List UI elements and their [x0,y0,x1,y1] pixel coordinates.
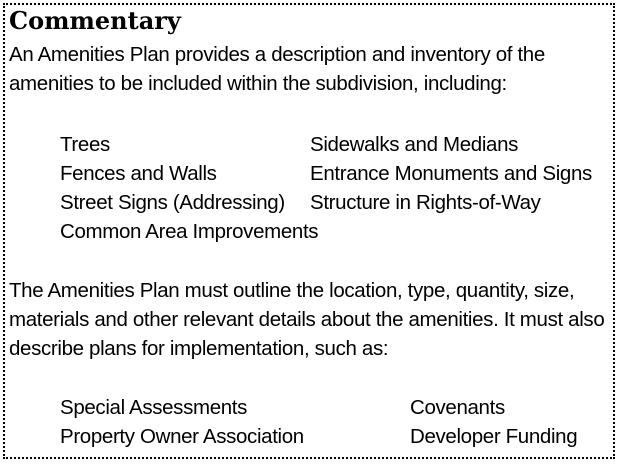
amenity-item: Fences and Walls [60,162,217,185]
implementation-item: Property Owner Association [60,425,304,448]
implementation-item: Special Assessments [60,396,248,419]
outline-paragraph: The Amenities Plan must outline the location, type, quantity, size, materials and other relevant details about the amenities. It must also describe plans for implementation, such as: [9,279,605,360]
amenity-item: Structure in Rights-of-Way [310,191,541,214]
amenity-item: Entrance Monuments and Signs [310,162,592,185]
amenity-item: Sidewalks and Medians [310,133,519,156]
amenity-item: Trees [60,133,110,156]
commentary-title: Commentary [9,6,181,35]
amenity-item: Street Signs (Addressing) [60,191,285,214]
implementation-item: Covenants [410,396,505,419]
implementation-item: Developer Funding [410,425,578,448]
amenity-item: Common Area Improvements [60,220,319,243]
intro-paragraph: An Amenities Plan provides a description and inventory of the amenities to be included within the subdivision, including: [9,43,545,95]
